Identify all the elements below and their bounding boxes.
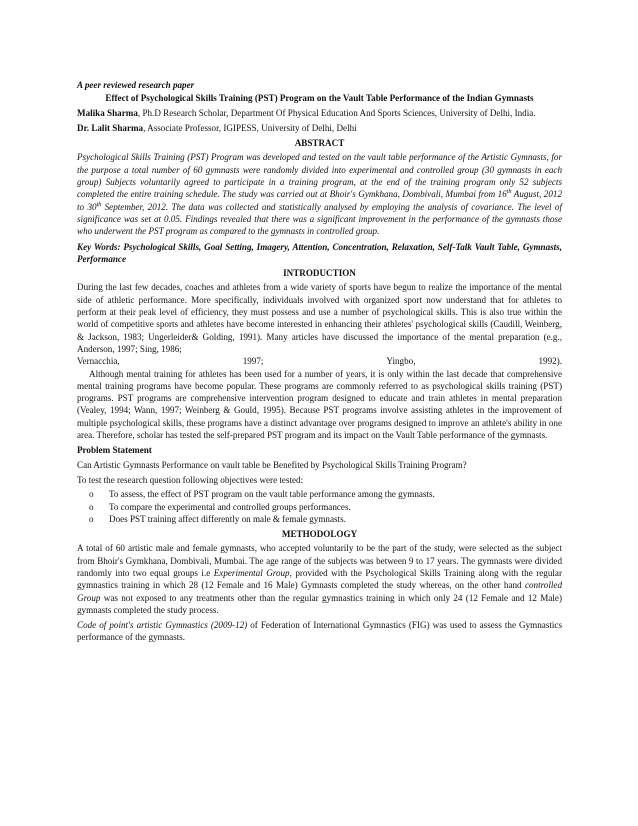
bullet-circle-icon: o bbox=[89, 501, 94, 512]
citation-part: Yingbo, bbox=[386, 356, 416, 367]
abstract-text bbox=[77, 151, 562, 237]
methodology-paragraph-2 bbox=[77, 619, 562, 644]
methodology-paragraph-1 bbox=[77, 542, 562, 616]
abstract-sup-2: th bbox=[96, 201, 102, 208]
author-2-name: Dr. Lalit Sharma bbox=[77, 122, 144, 133]
author-1-affiliation: , Ph.D Research Scholar, Department Of Physical Education And Sports Sciences, University of Delhi, India. bbox=[137, 107, 536, 118]
abstract-text-b: August, 2012 to 30 bbox=[77, 189, 562, 212]
abstract-heading: ABSTRACT bbox=[294, 138, 345, 149]
methodology-text-b: , provided with the Psychological Skills Training along with the regular gymnastics training in which 28 (12 Female and 16 Male) Gymnasts completed the study whereas, on the other hand bbox=[77, 567, 562, 591]
introduction-paragraph-1: During the last few decades, coaches and athletes from a wide variety of sports have begun to realize the importance of the mental side of athletic performance. More specifically, individuals involved with organized sport now understand that for athletes to perform at their peak level of efficiency, they must possess and use a number of psychological skills. This is also true within the world of competitive sports and athletes have become interested in enhancing their athletes' psychological skills (Caudill, Weinberg, & Jackson, 1983; Ungerleider& Golding, 1991). Many articles have discussed the importance of the mental preparation (e.g., Anderson, 1997; Sing, 1986; bbox=[77, 282, 562, 354]
objectives-lead: To test the research question following objectives were tested: bbox=[77, 474, 304, 485]
citation-part: Vernacchia, bbox=[77, 356, 120, 367]
citation-part: 1992). bbox=[538, 356, 562, 367]
controlled-group-term: controlled Group bbox=[77, 580, 562, 603]
methodology-text-c: was not exposed to any treatments other than the regular gymnastics training in which only 24 (12 Female and 12 Male) gymnasts completed the study process. bbox=[77, 592, 562, 615]
author-2-affiliation: , Associate Professor, IGIPESS, University of Delhi, Delhi bbox=[143, 122, 357, 133]
methodology-heading: METHODOLOGY bbox=[281, 529, 358, 540]
bullet-circle-icon: o bbox=[89, 513, 94, 524]
methodology-text-d: of Federation of International Gymnastics (FIG) was used to assess the Gymnastics performance of the gymnasts. bbox=[77, 620, 562, 643]
introduction-paragraph-2: Although mental training for athletes has been used for a number of years, it is only within the last decade that comprehensive mental training programs have become popular. These programs are commonly referred to as psychological skills training (PST) programs. PST programs are comprehensive intervention program designed to educate and train athletes in mental preparation (Vealey, 1994; Wann, 1997; Weinberg & Gould, 1995). Because PST programs involve assisting athletes in the improvement of multiple psychological skills, these programs have a distinct advantage over programs designed to improve an athlete's ability in one area. Therefore, scholar has tested the self-prepared PST program and its impact on the Vault Table performance of the gymnasts. bbox=[77, 368, 562, 441]
experimental-group-term: Experimental Group bbox=[213, 567, 290, 578]
paper-title: Effect of Psychological Skills Training (PST) Program on the Vault Table Performance of the Indian Gymnasts bbox=[105, 93, 534, 104]
paper-kicker: A peer reviewed research paper bbox=[77, 80, 195, 90]
abstract-sup-1: th bbox=[506, 189, 512, 196]
objective-text: To assess, the effect of PST program on the vault table performance among the gymnasts. bbox=[109, 489, 435, 500]
methodology-text-a: A total of 60 artistic male and female gymnasts, who accepted voluntarily to be the part of the study, were selected as the subject from Bhoir's Gymkhana, Dombivali, Mumbai. The age range of the subjects was between 9 to 17 years. The gymnasts were divided randomly into two equal groups i.e bbox=[77, 543, 562, 578]
bullet-circle-icon: o bbox=[89, 489, 94, 500]
author-1-name: Malika Sharma bbox=[77, 107, 138, 118]
problem-heading: Problem Statement bbox=[77, 445, 152, 456]
abstract-text-c: September, 2012. The data was collected and statistically analysed by employing the analysis of covariance. The level of significance was set at 0.05. Findings revealed that there was a significant improvement in the performance of the gymnasts those who underwent the PST program as compared to the gymnasts in controlled group. bbox=[77, 201, 562, 237]
keywords: Key Words: Psychological Skills, Goal Setting, Imagery, Attention, Concentration, Relaxation, Self-Talk Vault Table, Gymnasts, Performance bbox=[77, 241, 562, 264]
code-of-points-term: Code of point's artistic Gymnastics (2009-12) bbox=[77, 620, 248, 631]
introduction-heading: INTRODUCTION bbox=[283, 268, 356, 279]
citation-part: 1997; bbox=[242, 356, 264, 367]
objective-item bbox=[89, 513, 562, 525]
problem-question: Can Artistic Gymnasts Performance on vault table be Benefited by Psychological Skills Training Program? bbox=[77, 459, 467, 470]
objective-text: To compare the experimental and controlled groups performances. bbox=[109, 501, 351, 512]
author-2 bbox=[77, 122, 562, 134]
paper-page bbox=[77, 79, 562, 644]
abstract-text-a: Psychological Skills Training (PST) Program was developed and tested on the vault table performance of the Artistic Gymnasts, for the purpose a total number of 60 gymnasts were randomly divided into experimental and controlled group (30 gymnasts in each group) Subjects voluntarily agreed to participate in a training program, at the end of the training program only 52 subjects completed the entire training schedule. The study was carried out at Bhoir's Gymkhana, Dombivali, Mumbai from 16 bbox=[77, 152, 562, 200]
objective-item bbox=[89, 488, 562, 500]
objective-text: Does PST training affect differently on male & female gymnasts. bbox=[109, 513, 346, 524]
objectives-list bbox=[77, 488, 562, 525]
citation-line bbox=[77, 355, 562, 367]
author-1 bbox=[77, 107, 562, 119]
objective-item bbox=[89, 501, 562, 513]
